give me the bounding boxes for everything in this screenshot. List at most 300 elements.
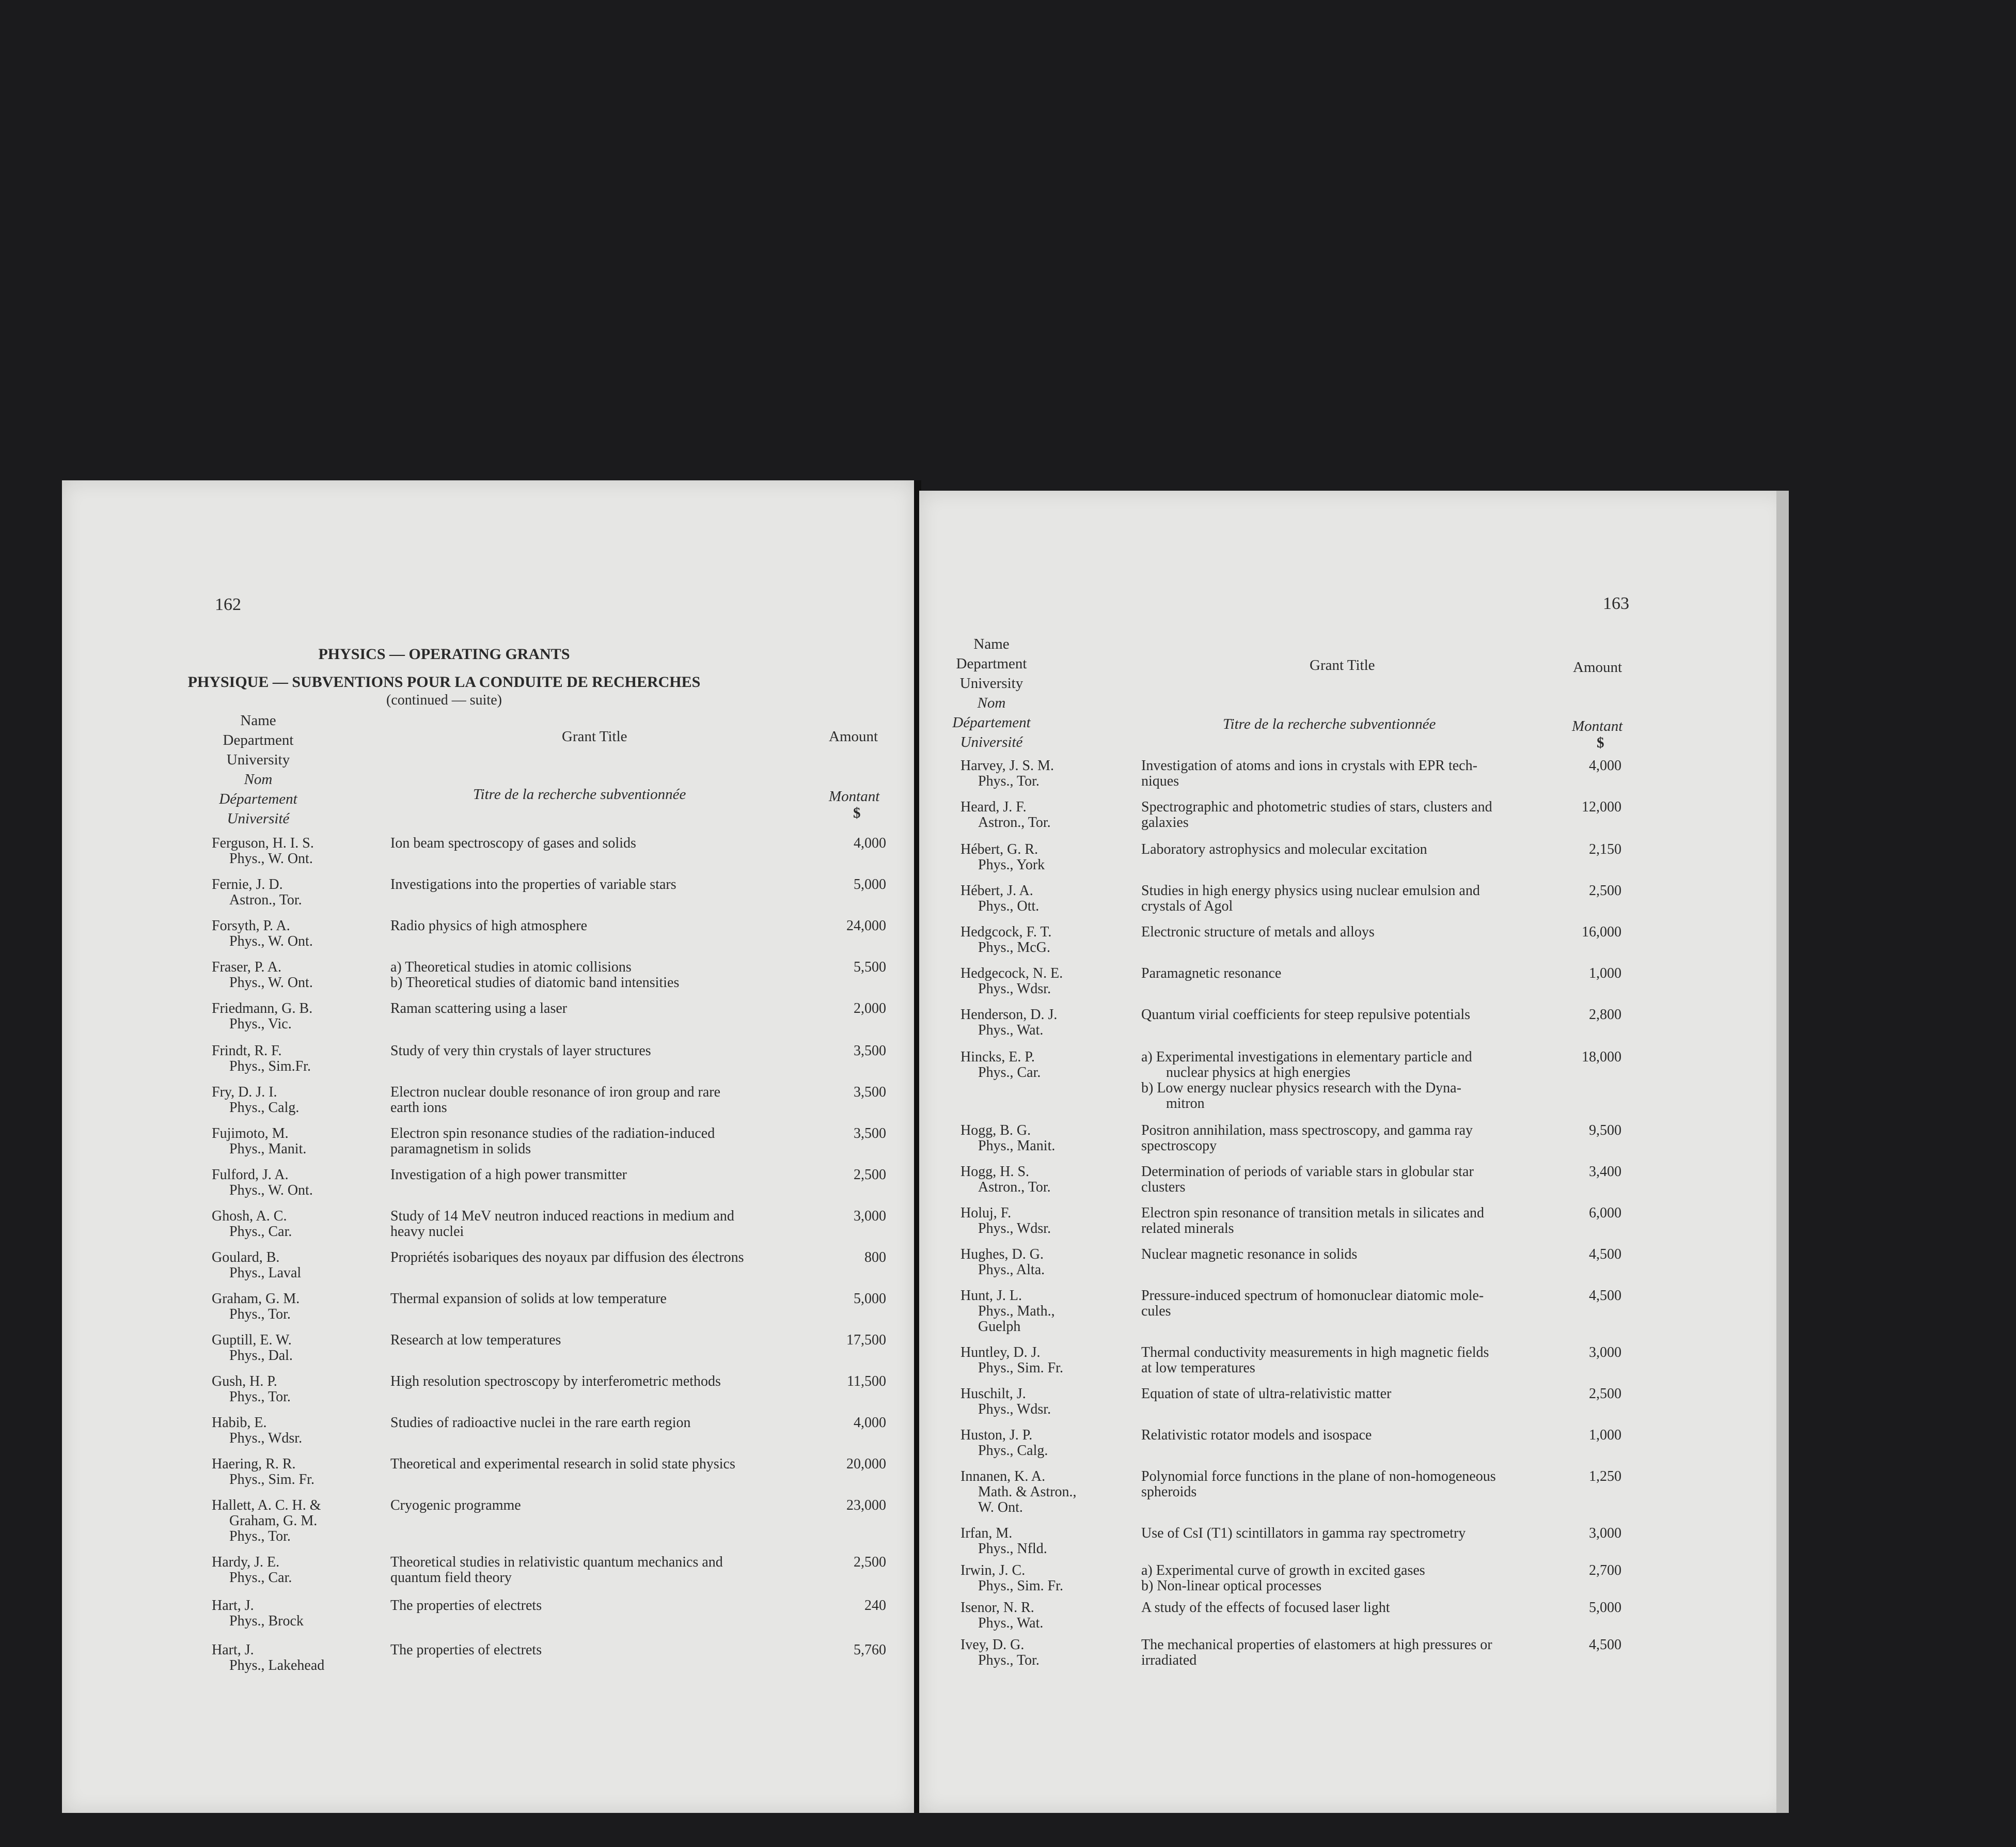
grant-title-line: Cryogenic programme [390, 1497, 521, 1513]
grant-title [1141, 1563, 1600, 1594]
grant-title [390, 960, 849, 991]
recipient-name-line: Holuj, F. [960, 1205, 1012, 1221]
grant-title [390, 1126, 849, 1157]
grant-title [390, 1085, 849, 1116]
grant-title-line: Study of 14 MeV neutron induced reactions in medium and [390, 1208, 734, 1224]
recipient-name-line: Huntley, D. J. [960, 1344, 1041, 1360]
recipient-name-line: Graham, G. M. [212, 1291, 300, 1307]
recipient-name-line: Heard, J. F. [960, 799, 1027, 815]
page-edge [1776, 491, 1789, 1813]
grant-title [1141, 1123, 1600, 1154]
grant-title [1141, 1637, 1600, 1668]
grant-title-line: Pressure-induced spectrum of homonuclear diatomic mole- [1141, 1288, 1484, 1304]
grant-title [1141, 1600, 1600, 1616]
recipient-name-line: Hogg, H. S. [960, 1164, 1030, 1180]
recipient-affiliation-line: Phys., Dal. [229, 1348, 293, 1364]
recipient-name-line: Hart, J. [212, 1598, 254, 1614]
grant-amount: 17,500 [846, 1332, 886, 1348]
grant-amount: 240 [864, 1598, 886, 1614]
grant-amount: 3,000 [1589, 1344, 1621, 1360]
recipient-affiliation-line: Phys., Lakehead [229, 1657, 325, 1673]
recipient-affiliation-line: Phys., Car. [229, 1570, 292, 1586]
header-universite: Université [227, 810, 290, 827]
grant-title [390, 918, 849, 934]
grant-title-line: galaxies [1141, 815, 1189, 831]
recipient-name-line: Fulford, J. A. [212, 1167, 289, 1183]
recipient-name-line: Fry, D. J. I. [212, 1084, 277, 1100]
grant-title [390, 1374, 849, 1389]
recipient-affiliation-line: Phys., Tor. [229, 1306, 291, 1322]
grant-title-line: at low temperatures [1141, 1360, 1255, 1376]
grant-amount: 4,500 [1589, 1288, 1621, 1304]
header-titre: Titre de la recherche subventionnée [1223, 716, 1436, 732]
recipient-affiliation-line: Phys., Wdsr. [229, 1430, 303, 1446]
recipient-name-line: Hogg, B. G. [960, 1122, 1031, 1138]
recipient-affiliation-line: Phys., Calg. [229, 1100, 300, 1116]
grant-amount: 4,000 [1589, 758, 1621, 774]
grant-amount: 3,000 [1589, 1525, 1621, 1541]
grant-title-line: Polynomial force functions in the plane of non-homogeneous [1141, 1468, 1496, 1484]
header-montant: Montant [1572, 718, 1623, 734]
grant-title-line: a) Theoretical studies in atomic collisions [390, 959, 632, 975]
recipient-name [212, 1555, 292, 1586]
grant-title [1141, 966, 1600, 981]
recipient-affiliation-line: Guelph [978, 1319, 1021, 1335]
recipient-name [212, 1043, 311, 1074]
grant-amount: 2,500 [854, 1167, 886, 1183]
grant-title [390, 1642, 849, 1658]
grant-title-line: Propriétés isobariques des noyaux par diffusion des électrons [390, 1249, 744, 1265]
recipient-name [960, 1637, 1040, 1668]
recipient-name-line: Fernie, J. D. [212, 876, 283, 893]
name-header [935, 634, 1048, 752]
grant-title-line: spheroids [1141, 1484, 1197, 1500]
recipient-name-line: Ghosh, A. C. [212, 1208, 287, 1224]
grant-title [390, 836, 849, 851]
grant-amount: 1,000 [1589, 965, 1621, 981]
grant-amount: 12,000 [1582, 799, 1621, 815]
recipient-affiliation-line: Phys., Math., [978, 1303, 1055, 1319]
grant-title-line: Determination of periods of variable stars in globular star [1141, 1164, 1474, 1180]
header-universite: Université [960, 734, 1023, 750]
recipient-affiliation-line: Phys., Tor. [978, 773, 1040, 789]
grant-title-line: Electronic structure of metals and alloys [1141, 924, 1375, 940]
recipient-name-line: Frindt, R. F. [212, 1043, 282, 1059]
recipient-affiliation-line: Phys., Alta. [978, 1262, 1045, 1278]
grant-title [1141, 1247, 1600, 1262]
recipient-affiliation-line: Phys., McG. [978, 940, 1051, 956]
recipient-affiliation-line: Astron., Tor. [229, 892, 302, 908]
recipient-name [960, 925, 1051, 956]
recipient-name-line: Huschilt, J. [960, 1386, 1026, 1402]
recipient-name-line: Gush, H. P. [212, 1373, 277, 1389]
grant-title-line: High resolution spectroscopy by interferometric methods [390, 1373, 721, 1389]
grant-title [1141, 1206, 1600, 1236]
header-university: University [959, 675, 1023, 692]
recipient-name [960, 883, 1039, 914]
recipient-name-line: Ferguson, H. I. S. [212, 835, 314, 851]
grant-amount: 4,000 [854, 1415, 886, 1431]
grant-title [390, 1555, 849, 1586]
grant-amount: 2,000 [854, 1000, 886, 1016]
page-title-en: PHYSICS — OPERATING GRANTS [318, 646, 570, 663]
grant-title-line: Ion beam spectroscopy of gases and solids [390, 835, 636, 851]
recipient-affiliation-line: Phys., W. Ont. [229, 933, 313, 949]
recipient-affiliation-line: Phys., Wdsr. [978, 1220, 1051, 1236]
recipient-name-line: Isenor, N. R. [960, 1600, 1034, 1616]
grant-title [390, 1415, 849, 1431]
grant-title [1141, 1007, 1600, 1023]
grant-title [390, 1291, 849, 1307]
recipient-affiliation-line: Phys., Vic. [229, 1016, 292, 1032]
header-departement: Département [219, 791, 297, 807]
grant-amount: 800 [864, 1249, 886, 1265]
grant-title-line: clusters [1141, 1179, 1186, 1195]
recipient-affiliation-line: Phys., York [978, 857, 1045, 873]
grant-title-line: Electron spin resonance studies of the radiation-induced [390, 1125, 715, 1141]
grant-title-line: Use of CsI (T1) scintillators in gamma ray spectrometry [1141, 1525, 1466, 1541]
grant-amount: 3,000 [854, 1208, 886, 1224]
recipient-affiliation-line: Phys., Laval [229, 1265, 302, 1281]
grant-title [1141, 1164, 1600, 1195]
recipient-name [212, 1498, 321, 1544]
page-number: 162 [215, 595, 241, 614]
recipient-name [960, 758, 1054, 789]
grant-title-line: a) Experimental investigations in elementary particle and [1141, 1049, 1472, 1065]
recipient-name [212, 1291, 300, 1322]
grant-amount: 4,500 [1589, 1637, 1621, 1653]
grant-title [1141, 1428, 1600, 1443]
grant-amount: 2,500 [1589, 1386, 1621, 1402]
recipient-name [212, 1250, 301, 1281]
grant-title [1141, 800, 1600, 831]
grant-amount: 3,500 [854, 1043, 886, 1059]
grant-amount: 6,000 [1589, 1205, 1621, 1221]
grant-title-line: b) Low energy nuclear physics research with the Dyna- [1141, 1080, 1461, 1096]
recipient-name-line: Hedgecock, N. E. [960, 965, 1063, 981]
recipient-name [960, 1345, 1063, 1376]
left-page [62, 480, 915, 1813]
grant-title-line: Thermal conductivity measurements in high magnetic fields [1141, 1344, 1489, 1360]
grant-amount: 2,800 [1589, 1007, 1621, 1023]
recipient-name [960, 1469, 1077, 1515]
grant-title [1141, 1288, 1600, 1319]
recipient-name [212, 1457, 314, 1488]
grant-title-line: nuclear physics at high energies [1166, 1065, 1351, 1081]
header-university: University [226, 752, 290, 768]
recipient-affiliation-line: Phys., Tor. [229, 1528, 291, 1544]
grant-amount: 24,000 [846, 918, 886, 934]
recipient-affiliation-line: Phys., Manit. [978, 1138, 1056, 1154]
right-page [919, 491, 1787, 1813]
recipient-name-line: Irwin, J. C. [960, 1562, 1026, 1578]
grant-title [1141, 842, 1600, 857]
recipient-name [212, 836, 314, 867]
header-titre: Titre de la recherche subventionnée [473, 786, 686, 803]
recipient-affiliation-line: Astron., Tor. [978, 815, 1051, 831]
grant-amount: 4,500 [1589, 1246, 1621, 1262]
recipient-name [960, 1526, 1047, 1557]
grant-amount: 5,500 [854, 959, 886, 975]
header-currency: $ [1597, 734, 1604, 751]
recipient-name [212, 1126, 306, 1157]
recipient-name-line: Hincks, E. P. [960, 1049, 1035, 1065]
grant-title [390, 1457, 849, 1472]
recipient-name-line: Hébert, G. R. [960, 841, 1038, 857]
recipient-name [960, 1563, 1063, 1594]
recipient-name [960, 842, 1045, 873]
header-department: Department [223, 732, 294, 748]
grant-title-line: Spectrographic and photometric studies of stars, clusters and [1141, 799, 1492, 815]
grant-title-line: Laboratory astrophysics and molecular excitation [1141, 841, 1427, 857]
grant-title-line: Investigation of a high power transmitter [390, 1167, 627, 1183]
recipient-affiliation-line: Phys., Brock [229, 1613, 304, 1629]
grant-title [1141, 1526, 1600, 1541]
recipient-affiliation-line: Phys., Tor. [229, 1389, 291, 1405]
recipient-name-line: Hughes, D. G. [960, 1246, 1044, 1262]
recipient-name-line: Friedmann, G. B. [212, 1000, 313, 1016]
recipient-affiliation-line: Phys., W. Ont. [229, 975, 313, 991]
recipient-name [212, 1167, 313, 1198]
recipient-affiliation-line: Phys., Wdsr. [978, 1401, 1051, 1417]
recipient-name-line: Goulard, B. [212, 1249, 280, 1265]
header-departement: Département [952, 714, 1031, 731]
grant-title-line: Positron annihilation, mass spectroscopy, and gamma ray [1141, 1122, 1473, 1138]
grant-title-line: Electron spin resonance of transition metals in silicates and [1141, 1205, 1485, 1221]
recipient-name [212, 960, 313, 991]
grant-title-line: a) Experimental curve of growth in excited gases [1141, 1562, 1425, 1578]
recipient-affiliation-line: Phys., Sim. Fr. [978, 1578, 1063, 1594]
header-amount: Amount [829, 728, 878, 745]
grant-title-line: Investigations into the properties of variable stars [390, 876, 676, 893]
grant-amount: 2,150 [1589, 841, 1621, 857]
grant-title-line: Investigation of atoms and ions in crystals with EPR tech- [1141, 758, 1477, 774]
recipient-affiliation-line: Phys., Sim. Fr. [978, 1360, 1063, 1376]
recipient-name [960, 1164, 1051, 1195]
grant-title-line: Equation of state of ultra-relativistic matter [1141, 1386, 1392, 1402]
recipient-affiliation-line: Phys., Wat. [978, 1022, 1044, 1038]
recipient-name [960, 800, 1051, 831]
header-grant-title: Grant Title [562, 728, 627, 745]
header-currency: $ [853, 805, 861, 821]
header-grant-title: Grant Title [1310, 657, 1375, 674]
recipient-name [960, 1247, 1045, 1278]
recipient-affiliation-line: Phys., Car. [229, 1224, 292, 1240]
grant-amount: 4,000 [854, 835, 886, 851]
grant-title [390, 1250, 849, 1265]
grant-title [1141, 758, 1600, 789]
recipient-affiliation-line: Phys., Calg. [978, 1443, 1048, 1459]
grant-amount: 2,500 [1589, 883, 1621, 899]
recipient-name-line: Hart, J. [212, 1642, 254, 1658]
grant-title-line: Relativistic rotator models and isospace [1141, 1427, 1372, 1443]
grant-title [390, 1498, 849, 1513]
recipient-name-line: Hedgcock, F. T. [960, 924, 1052, 940]
header-montant: Montant [829, 788, 880, 805]
grant-title-line: Studies in high energy physics using nuclear emulsion and [1141, 883, 1480, 899]
recipient-name [212, 1085, 299, 1116]
recipient-affiliation-line: Phys., Manit. [229, 1141, 307, 1157]
grant-amount: 5,000 [854, 1291, 886, 1307]
recipient-name-line: Huston, J. P. [960, 1427, 1033, 1443]
grant-title [390, 1209, 849, 1240]
grant-title [1141, 883, 1600, 914]
grant-title-line: heavy nuclei [390, 1224, 464, 1240]
grant-title-line: Theoretical studies in relativistic quantum mechanics and [390, 1554, 723, 1570]
header-name: Name [240, 712, 276, 729]
recipient-affiliation-line: Phys., Wat. [978, 1615, 1044, 1631]
header-department: Department [956, 655, 1027, 672]
grant-title-line: Raman scattering using a laser [390, 1000, 568, 1016]
recipient-affiliation-line: Phys., Sim.Fr. [229, 1058, 311, 1074]
grant-title-line: paramagnetism in solids [390, 1141, 531, 1157]
recipient-affiliation-line: Phys., Ott. [978, 898, 1040, 914]
recipient-affiliation-line: Phys., Wdsr. [978, 981, 1051, 997]
header-amount: Amount [1573, 659, 1623, 676]
grant-title-line: Nuclear magnetic resonance in solids [1141, 1246, 1358, 1262]
grant-amount: 2,700 [1589, 1562, 1621, 1578]
grant-title-line: spectroscopy [1141, 1138, 1217, 1154]
grant-amount: 5,000 [854, 876, 886, 893]
grant-title-line: A study of the effects of focused laser light [1141, 1600, 1390, 1616]
grant-amount: 23,000 [846, 1497, 886, 1513]
header-nom: Nom [244, 771, 273, 788]
recipient-name [212, 1374, 291, 1405]
grant-amount: 1,000 [1589, 1427, 1621, 1443]
recipient-name [212, 1598, 304, 1629]
grant-title-line: Thermal expansion of solids at low temperature [390, 1291, 667, 1307]
grant-amount: 9,500 [1589, 1122, 1621, 1138]
recipient-name [212, 1209, 292, 1240]
recipient-name-line: Hunt, J. L. [960, 1288, 1022, 1304]
recipient-name-line: Hébert, J. A. [960, 883, 1033, 899]
recipient-name-line: Henderson, D. J. [960, 1007, 1058, 1023]
recipient-name [960, 1288, 1055, 1335]
recipient-name [960, 1050, 1041, 1081]
recipient-name-line: Guptill, E. W. [212, 1332, 292, 1348]
grant-title-line: b) Non-linear optical processes [1141, 1578, 1322, 1594]
grant-title-line: mitron [1166, 1095, 1205, 1112]
grant-title-line: Radio physics of high atmosphere [390, 918, 588, 934]
recipient-name [960, 1206, 1051, 1236]
recipient-name [212, 1642, 324, 1673]
grant-title [1141, 1386, 1600, 1402]
recipient-name [960, 1600, 1043, 1631]
grant-title-line: niques [1141, 773, 1179, 789]
recipient-name [212, 877, 302, 908]
recipient-affiliation-line: Phys., Sim. Fr. [229, 1472, 314, 1488]
grant-title-line: Theoretical and experimental research in solid state physics [390, 1456, 735, 1472]
recipient-affiliation-line: Graham, G. M. [229, 1513, 318, 1529]
grant-title-line: b) Theoretical studies of diatomic band intensities [390, 975, 680, 991]
grant-title [1141, 1345, 1600, 1376]
grant-title [390, 1333, 849, 1348]
grant-title-line: Studies of radioactive nuclei in the rare earth region [390, 1415, 691, 1431]
recipient-name [960, 1123, 1055, 1154]
grant-amount: 3,500 [854, 1125, 886, 1141]
grant-title-line: crystals of Agol [1141, 898, 1233, 914]
grant-amount: 5,000 [1589, 1600, 1621, 1616]
recipient-affiliation-line: Phys., W. Ont. [229, 1182, 313, 1198]
recipient-name [212, 918, 313, 949]
grant-title [390, 1001, 849, 1016]
recipient-affiliation-line: Phys., W. Ont. [229, 851, 313, 867]
name-header [201, 711, 315, 828]
recipient-name [960, 966, 1063, 997]
recipient-name-line: Forsyth, P. A. [212, 918, 290, 934]
grant-amount: 2,500 [854, 1554, 886, 1570]
grant-amount: 5,760 [854, 1642, 886, 1658]
grant-title [1141, 1469, 1600, 1500]
recipient-affiliation-line: W. Ont. [978, 1499, 1023, 1515]
recipient-name [212, 1333, 293, 1364]
grant-title-line: related minerals [1141, 1220, 1234, 1236]
recipient-name-line: Innanen, K. A. [960, 1468, 1046, 1484]
grant-title [390, 1043, 849, 1059]
grant-title-line: Quantum virial coefficients for steep repulsive potentials [1141, 1007, 1471, 1023]
grant-title-line: cules [1141, 1303, 1171, 1319]
grant-amount: 18,000 [1582, 1049, 1621, 1065]
recipient-affiliation-line: Math. & Astron., [978, 1484, 1077, 1500]
grant-amount: 20,000 [846, 1456, 886, 1472]
recipient-name [960, 1428, 1048, 1459]
grant-title-line: The mechanical properties of elastomers at high pressures or [1141, 1637, 1492, 1653]
grant-title-line: Electron nuclear double resonance of iron group and rare [390, 1084, 721, 1100]
continued-note: (continued — suite) [386, 692, 502, 708]
grant-amount: 1,250 [1589, 1468, 1621, 1484]
grant-amount: 16,000 [1582, 924, 1621, 940]
recipient-name [960, 1386, 1051, 1417]
recipient-name-line: Fujimoto, M. [212, 1125, 289, 1141]
recipient-name-line: Habib, E. [212, 1415, 267, 1431]
recipient-name [212, 1415, 302, 1446]
grant-amount: 11,500 [847, 1373, 886, 1389]
grant-title-line: The properties of electrets [390, 1598, 542, 1614]
grant-title-line: irradiated [1141, 1652, 1197, 1668]
recipient-affiliation-line: Phys., Nfld. [978, 1541, 1047, 1557]
page-title-fr: PHYSIQUE — SUBVENTIONS POUR LA CONDUITE DE RECHERCHES [187, 674, 701, 691]
grant-title-line: Research at low temperatures [390, 1332, 561, 1348]
grant-title-line: Paramagnetic resonance [1141, 965, 1282, 981]
grant-title [390, 1598, 849, 1614]
recipient-affiliation-line: Astron., Tor. [978, 1179, 1051, 1195]
grant-title [1141, 925, 1600, 940]
recipient-name-line: Harvey, J. S. M. [960, 758, 1054, 774]
recipient-name [960, 1007, 1057, 1038]
header-nom: Nom [977, 695, 1006, 711]
recipient-name-line: Irfan, M. [960, 1525, 1013, 1541]
grant-title-line: Study of very thin crystals of layer structures [390, 1043, 651, 1059]
page-number: 163 [1603, 594, 1629, 613]
recipient-name-line: Fraser, P. A. [212, 959, 281, 975]
recipient-name-line: Haering, R. R. [212, 1456, 296, 1472]
grant-amount: 3,400 [1589, 1164, 1621, 1180]
recipient-name [212, 1001, 312, 1032]
recipient-affiliation-line: Phys., Car. [978, 1065, 1041, 1081]
grant-title-line: The properties of electrets [390, 1642, 542, 1658]
recipient-name-line: Hallett, A. C. H. & [212, 1497, 321, 1513]
grant-title-line: earth ions [390, 1100, 447, 1116]
recipient-affiliation-line: Phys., Tor. [978, 1652, 1040, 1668]
recipient-name-line: Hardy, J. E. [212, 1554, 280, 1570]
grant-title [1141, 1050, 1600, 1112]
grant-amount: 3,500 [854, 1084, 886, 1100]
header-name: Name [973, 636, 1010, 652]
grant-title [390, 877, 849, 893]
grant-title-line: quantum field theory [390, 1570, 512, 1586]
grant-title [390, 1167, 849, 1183]
recipient-name-line: Ivey, D. G. [960, 1637, 1025, 1653]
